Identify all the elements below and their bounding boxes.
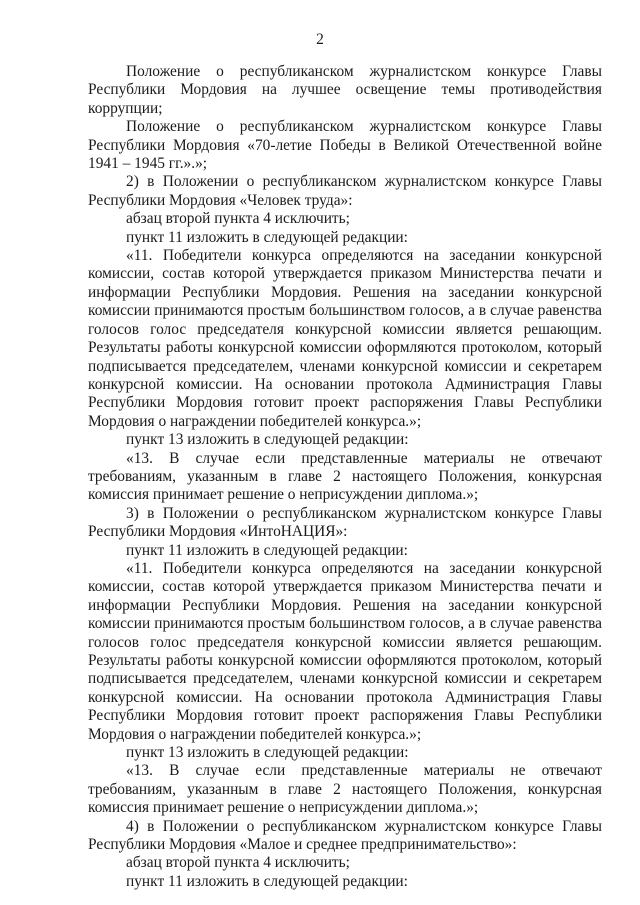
paragraph: пункт 13 изложить в следующей редакции: — [126, 744, 409, 762]
paragraph: пункт 11 изложить в следующей редакции: — [126, 872, 408, 890]
paragraph: Положение о республиканском журналистском конкурсе Главы Республики Мордовия на лучшее освещение темы противодействия коррупции; — [88, 63, 602, 117]
paragraph: Положение о республиканском журналистском конкурсе Главы Республики Мордовия «70-летие Победы в Великой Отечественной войне 1941 – 1945 гг.».»; — [88, 118, 602, 173]
paragraph: 4) в Положении о республиканском журналистском конкурсе Главы Республики Мордовия «Малое и среднее предпринимательство»: — [88, 817, 602, 854]
document-body — [88, 63, 602, 891]
paragraph: абзац второй пункта 4 исключить; — [126, 854, 350, 872]
paragraph: «13. В случае если представленные материалы не отвечают требованиям, указанным в главе 2 настоящего Положения, конкурсная комиссия принимает решение о неприсуждении диплома.»; — [88, 449, 602, 504]
paragraph: пункт 11 изложить в следующей редакции: — [126, 541, 408, 559]
paragraph: «13. В случае если представленные материалы не отвечают требованиям, указанным в главе 2 настоящего Положения, конкурсная комиссия принимает решение о неприсуждении диплома.»; — [88, 762, 602, 817]
paragraph: 3) в Положении о республиканском журналистском конкурсе Главы Республики Мордовия «ИнтоНАЦИЯ»: — [88, 504, 602, 541]
paragraph: пункт 13 изложить в следующей редакции: — [126, 431, 409, 449]
page-number: 2 — [316, 31, 324, 48]
paragraph: пункт 11 изложить в следующей редакции: — [126, 228, 408, 246]
paragraph: 2) в Положении о республиканском журналистском конкурсе Главы Республики Мордовия «Человек труда»: — [88, 173, 602, 209]
paragraph: «11. Победители конкурса определяются на заседании конкурсной комиссии, состав которой утверждается приказом Министерства печати и информации Республики Мордовия. Решения на заседании конкурсной комиссии принимаются простым большинством голосов, а в случае равенства голосов голос председателя конкурсной комиссии является решающим. Результаты работы конкурсной комиссии оформляются протоколом, который подписывается председателем, членами конкурсной комиссии и секретарем конкурсной комиссии. На основании протокола Администрация Главы Республики Мордовия готовит проект распоряжения Главы Республики Мордовия о награждении победителей конкурса.»; — [88, 559, 602, 743]
paragraph: абзац второй пункта 4 исключить; — [126, 210, 350, 228]
paragraph: «11. Победители конкурса определяются на заседании конкурсной комиссии, состав которой утверждается приказом Министерства печати и информации Республики Мордовия. Решения на заседании конкурсной комиссии принимаются простым большинством голосов, а в случае равенства голосов голос председателя конкурсной комиссии является решающим. Результаты работы конкурсной комиссии оформляются протоколом, который подписывается председателем, членами конкурсной комиссии и секретарем конкурсной комиссии. На основании протокола Администрация Главы Республики Мордовия готовит проект распоряжения Главы Республики Мордовия о награждении победителей конкурса.»; — [88, 247, 602, 430]
